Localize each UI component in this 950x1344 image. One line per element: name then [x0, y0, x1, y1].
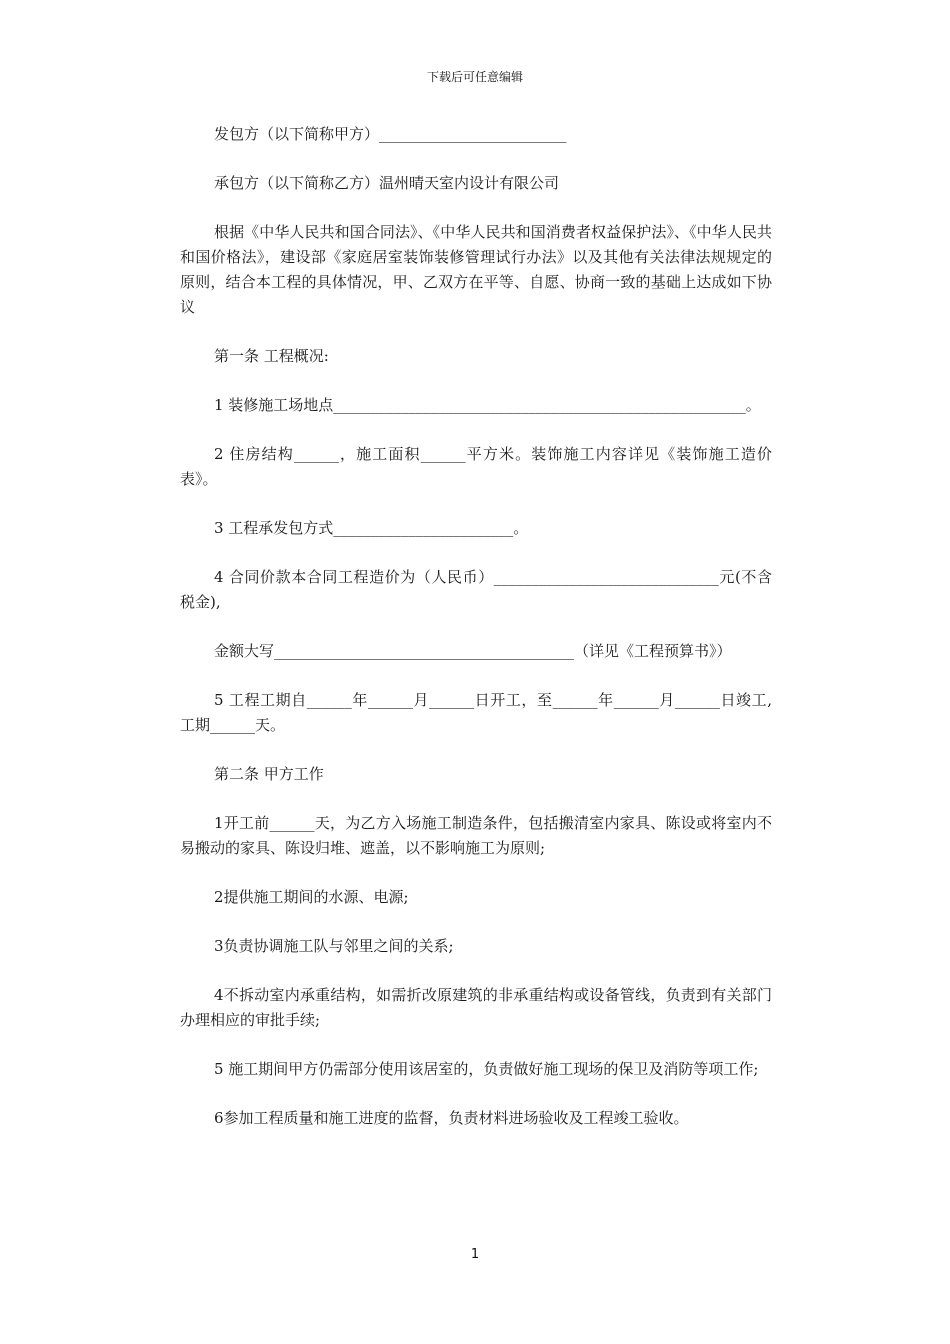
clause-2-2: 2提供施工期间的水源、电源;: [214, 888, 409, 906]
clause-2-6: 6参加工程质量和施工进度的监督，负责材料进场验收及工程竣工验收。: [214, 1109, 689, 1127]
article-1-heading: 第一条 工程概况:: [214, 347, 329, 365]
party-a-line: 发包方（以下简称甲方）_________________________: [214, 125, 567, 143]
clause-1-5-schedule: 5 工程工期自______年______月______日开工，至______年______月______日竣工,工期______天。: [180, 691, 772, 734]
clause-amount-in-words: 金额大写________________________________________（详见《工程预算书》）: [214, 642, 732, 660]
page-number: 1: [470, 1247, 480, 1262]
clause-2-4: 4不拆动室内承重结构，如需折改原建筑的非承重结构或设备管线，负责到有关部门办理相应的审批手续;: [180, 986, 772, 1029]
clause-1-4-price: 4 合同价款本合同工程造价为（人民币）______________________________元(不含税金),: [180, 568, 772, 611]
clause-1-3-contract-method: 3 工程承发包方式________________________。: [214, 519, 529, 537]
clause-1-2-structure: 2 住房结构______，施工面积______平方米。装饰施工内容详见《装饰施工造价表》。: [180, 445, 772, 488]
clause-2-1: 1开工前______天，为乙方入场施工制造条件，包括搬清室内家具、陈设或将室内不易搬动的家具、陈设归堆、遮盖，以不影响施工为原则;: [180, 814, 772, 857]
contract-body: [180, 122, 772, 1155]
party-b-line: 承包方（以下简称乙方）温州晴天室内设计有限公司: [214, 174, 560, 192]
legal-basis-paragraph: 根据《中华人民共和国合同法》、《中华人民共和国消费者权益保护法》、《中华人民共和国价格法》，建设部《家庭居室装饰装修管理试行办法》以及其他有关法律法规规定的原则，结合本工程的具体情况，甲、乙双方在平等、自愿、协商一致的基础上达成如下协议: [180, 223, 772, 316]
clause-2-3: 3负责协调施工队与邻里之间的关系;: [214, 937, 454, 955]
article-2-heading: 第二条 甲方工作: [214, 765, 324, 783]
clause-2-5: 5 施工期间甲方仍需部分使用该居室的，负责做好施工现场的保卫及消防等项工作;: [214, 1060, 759, 1078]
page-header: 下载后可任意编辑: [426, 70, 523, 84]
clause-1-1-site: 1 装修施工场地点_______________________________________________________。: [214, 396, 761, 414]
